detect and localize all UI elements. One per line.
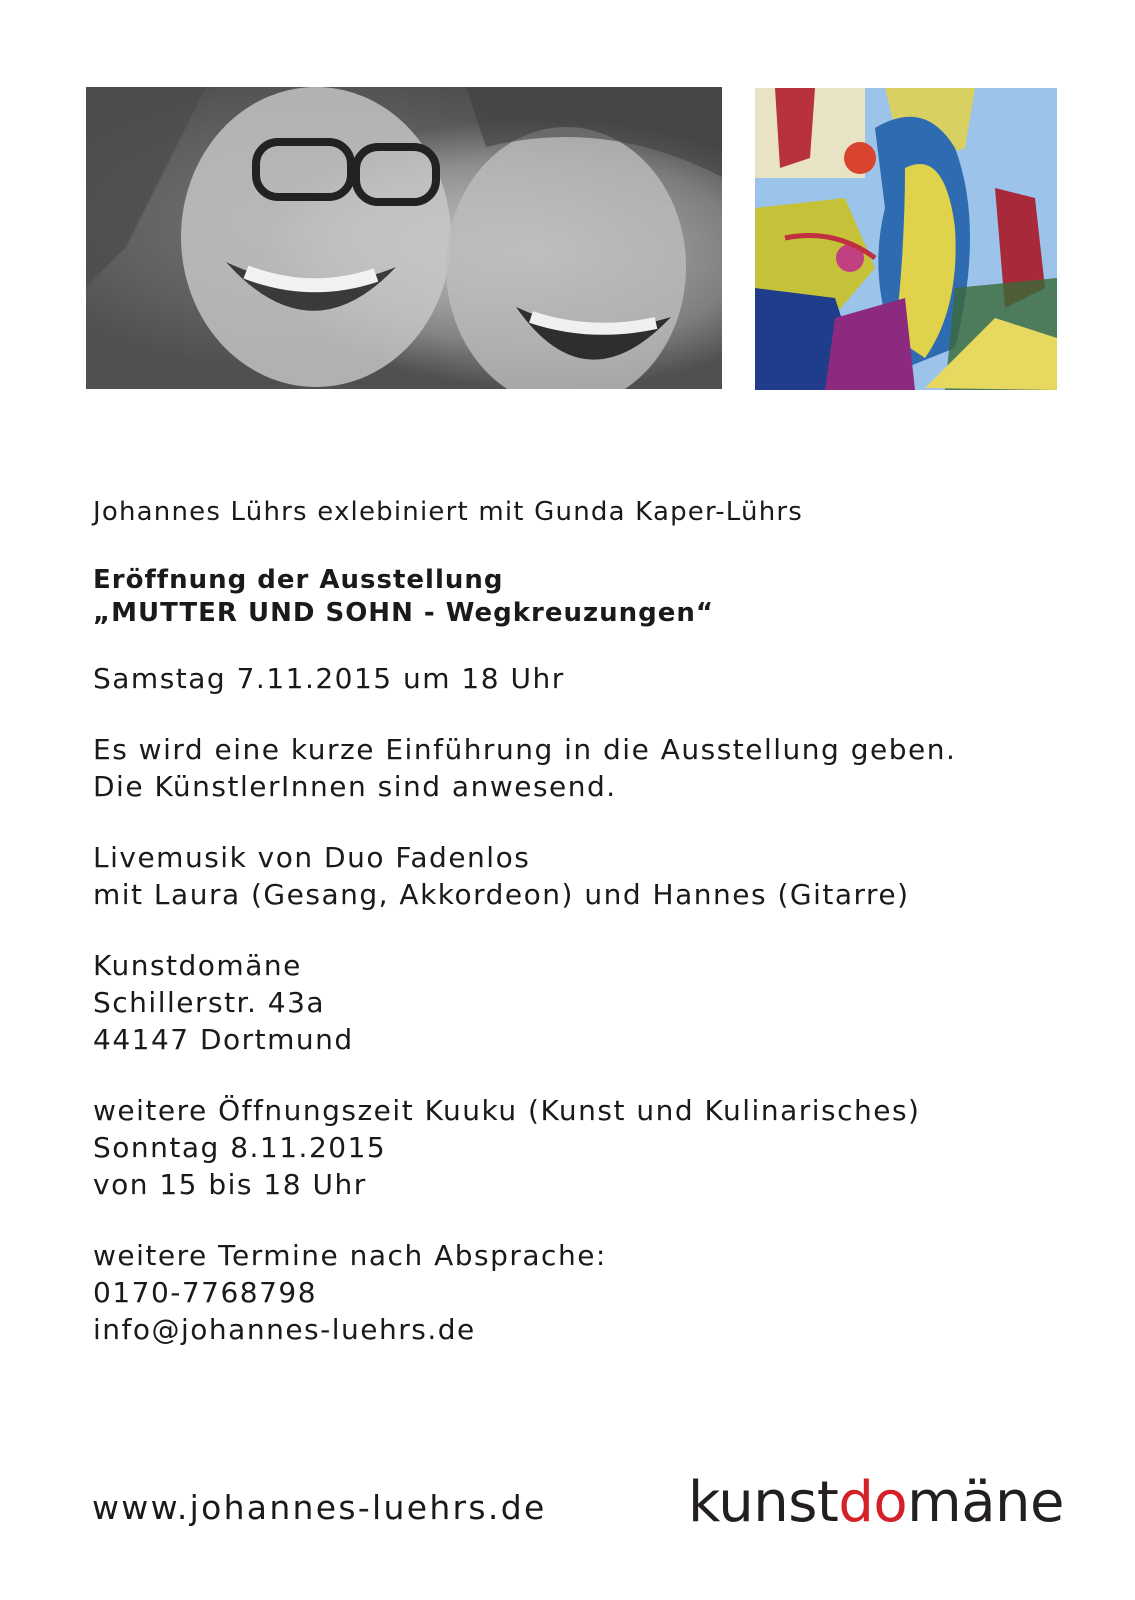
further-opening-hours — [93, 1092, 1093, 1203]
venue-city: 44147 Dortmund — [93, 1023, 354, 1056]
kunstdomaene-logo — [688, 1470, 1064, 1535]
introduction-note — [93, 731, 1093, 805]
music-line-1: Livemusik von Duo Fadenlos — [93, 841, 531, 874]
photo-graphic — [86, 87, 722, 389]
opening-line-1: weitere Öffnungszeit Kuuku (Kunst und Kulinarisches) — [93, 1094, 921, 1127]
photo-mother-son — [86, 87, 722, 389]
opening-line-3: von 15 bis 18 Uhr — [93, 1168, 367, 1201]
contact-line-1: weitere Termine nach Absprache: — [93, 1239, 607, 1272]
contact-info — [93, 1237, 1093, 1348]
venue-street: Schillerstr. 43a — [93, 986, 326, 1019]
contact-email[interactable]: info@johannes-luehrs.de — [93, 1313, 476, 1346]
venue-address — [93, 947, 1093, 1058]
intro-note-line-1: Es wird eine kurze Einführung in die Ausstellung geben. — [93, 733, 957, 766]
intro-note-line-2: Die KünstlerInnen sind anwesend. — [93, 770, 617, 803]
logo-accent: do — [838, 1470, 908, 1535]
exhibition-title: „MUTTER UND SOHN - Wegkreuzungen“ — [93, 598, 714, 628]
invitation-text — [93, 494, 1093, 1382]
logo-part-2: mäne — [907, 1470, 1064, 1535]
event-date — [93, 660, 1093, 697]
logo-part-1: kunst — [688, 1470, 839, 1535]
venue-name: Kunstdomäne — [93, 949, 302, 982]
music-info — [93, 839, 1093, 913]
intro-line: Johannes Lührs exlebiniert mit Gunda Kaper-Lührs — [93, 497, 804, 527]
date-line: Samstag 7.11.2015 um 18 Uhr — [93, 662, 565, 695]
music-line-2: mit Laura (Gesang, Akkordeon) und Hannes (Gitarre) — [93, 878, 910, 911]
exhibition-heading — [93, 564, 1093, 630]
heading-line-1: Eröffnung der Ausstellung — [93, 565, 504, 595]
painting-graphic — [755, 88, 1057, 390]
footer-website-link[interactable]: www.johannes-luehrs.de — [92, 1488, 547, 1527]
abstract-painting — [755, 88, 1057, 390]
opening-line-2: Sonntag 8.11.2015 — [93, 1131, 387, 1164]
contact-phone: 0170-7768798 — [93, 1276, 318, 1309]
